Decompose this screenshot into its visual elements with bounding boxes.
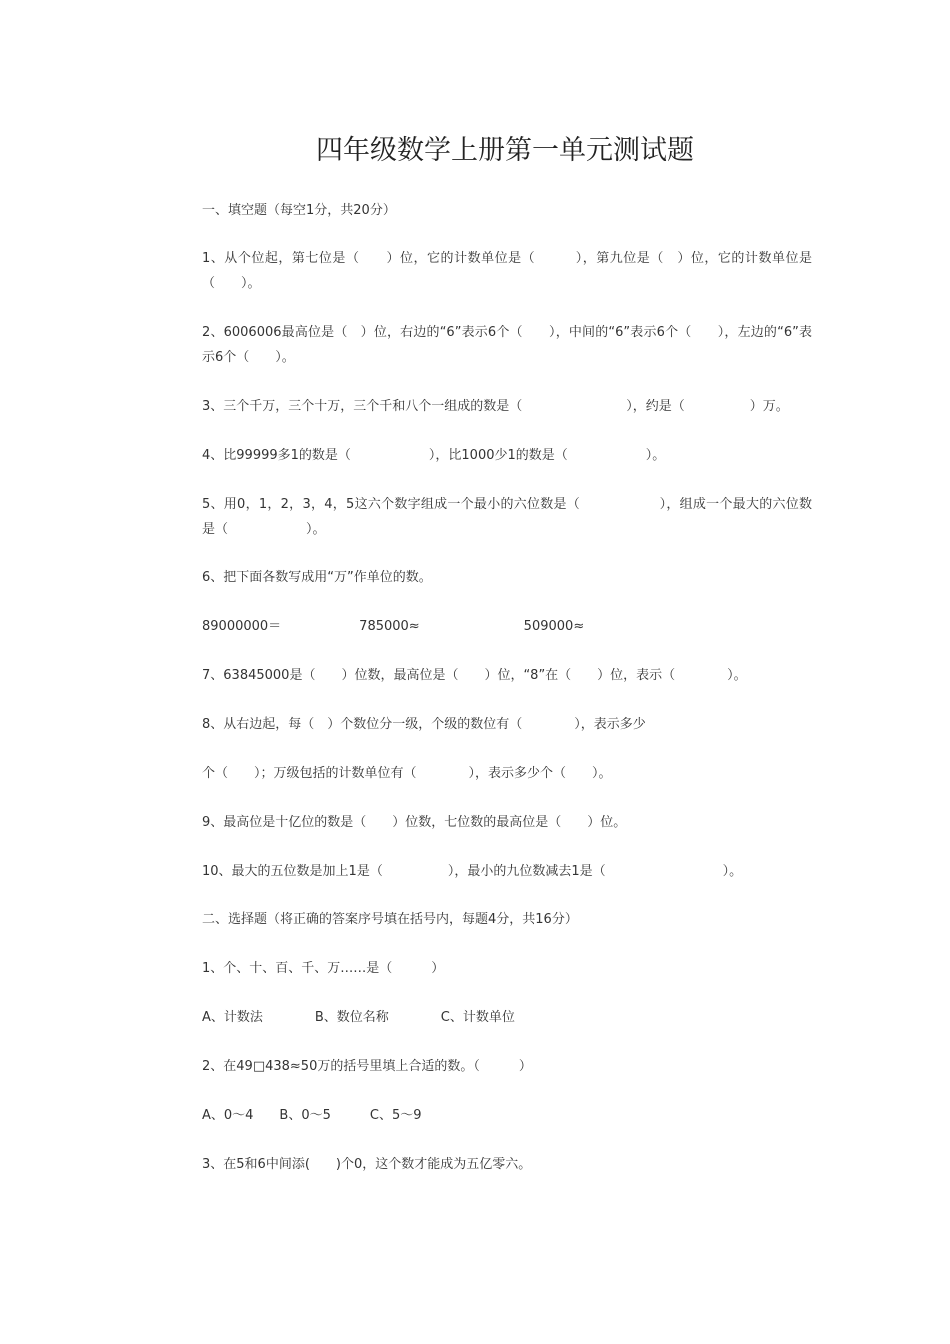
question-10: 10、最大的五位数是加上1是（ ），最小的九位数减去1是（ ）。 xyxy=(202,864,743,879)
question-9: 9、最高位是十亿位的数是（ ）位数，七位数的最高位是（ ）位。 xyxy=(202,815,627,830)
choice-question-2-options: A、0～4 B、0～5 C、5～9 xyxy=(202,1108,422,1123)
question-5: 5、用0，1，2，3，4，5这六个数字组成一个最小的六位数是（ ），组成一个最大的六位数是（ ）。 xyxy=(202,497,812,537)
question-4: 4、比99999多1的数是（ ），比1000少1的数是（ ）。 xyxy=(202,448,666,463)
question-3: 3、三个千万，三个十万，三个千和八个一组成的数是（ ），约是（ ）万。 xyxy=(202,399,789,414)
document-title: 四年级数学上册第一单元测试题 xyxy=(316,135,694,166)
question-1: 1、从个位起，第七位是（ ）位，它的计数单位是（ ），第九位是（ ）位，它的计数单位是（ ）。 xyxy=(202,251,812,291)
choice-question-1-options: A、计数法 B、数位名称 C、计数单位 xyxy=(202,1010,515,1025)
question-8-part-2: 个（ ）；万级包括的计数单位有（ ），表示多少个（ ）。 xyxy=(202,766,612,781)
choice-question-2: 2、在49□438≈50万的括号里填上合适的数。（ ） xyxy=(202,1059,532,1074)
question-6: 6、把下面各数写成用“万”作单位的数。 xyxy=(202,570,432,585)
section-heading-fill-blank: 一、填空题（每空1分，共20分） xyxy=(202,203,396,218)
question-2: 2、6006006最高位是（ ）位，右边的“6”表示6个（ ），中间的“6”表示6个（ ），左边的“6”表示6个（ ）。 xyxy=(202,325,812,365)
question-8-part-1: 8、从右边起，每（ ）个数位分一级，个级的数位有（ ），表示多少 xyxy=(202,717,646,732)
question-6-numbers: 89000000＝ 785000≈ 509000≈ xyxy=(202,619,585,634)
section-heading-multiple-choice: 二、选择题（将正确的答案序号填在括号内，每题4分，共16分） xyxy=(202,912,578,927)
question-7: 7、63845000是（ ）位数，最高位是（ ）位，“8”在（ ）位，表示（ ）。 xyxy=(202,668,747,683)
choice-question-3: 3、在5和6中间添( )个0，这个数才能成为五亿零六。 xyxy=(202,1157,532,1172)
choice-question-1: 1、个、十、百、千、万……是（ ） xyxy=(202,961,445,976)
